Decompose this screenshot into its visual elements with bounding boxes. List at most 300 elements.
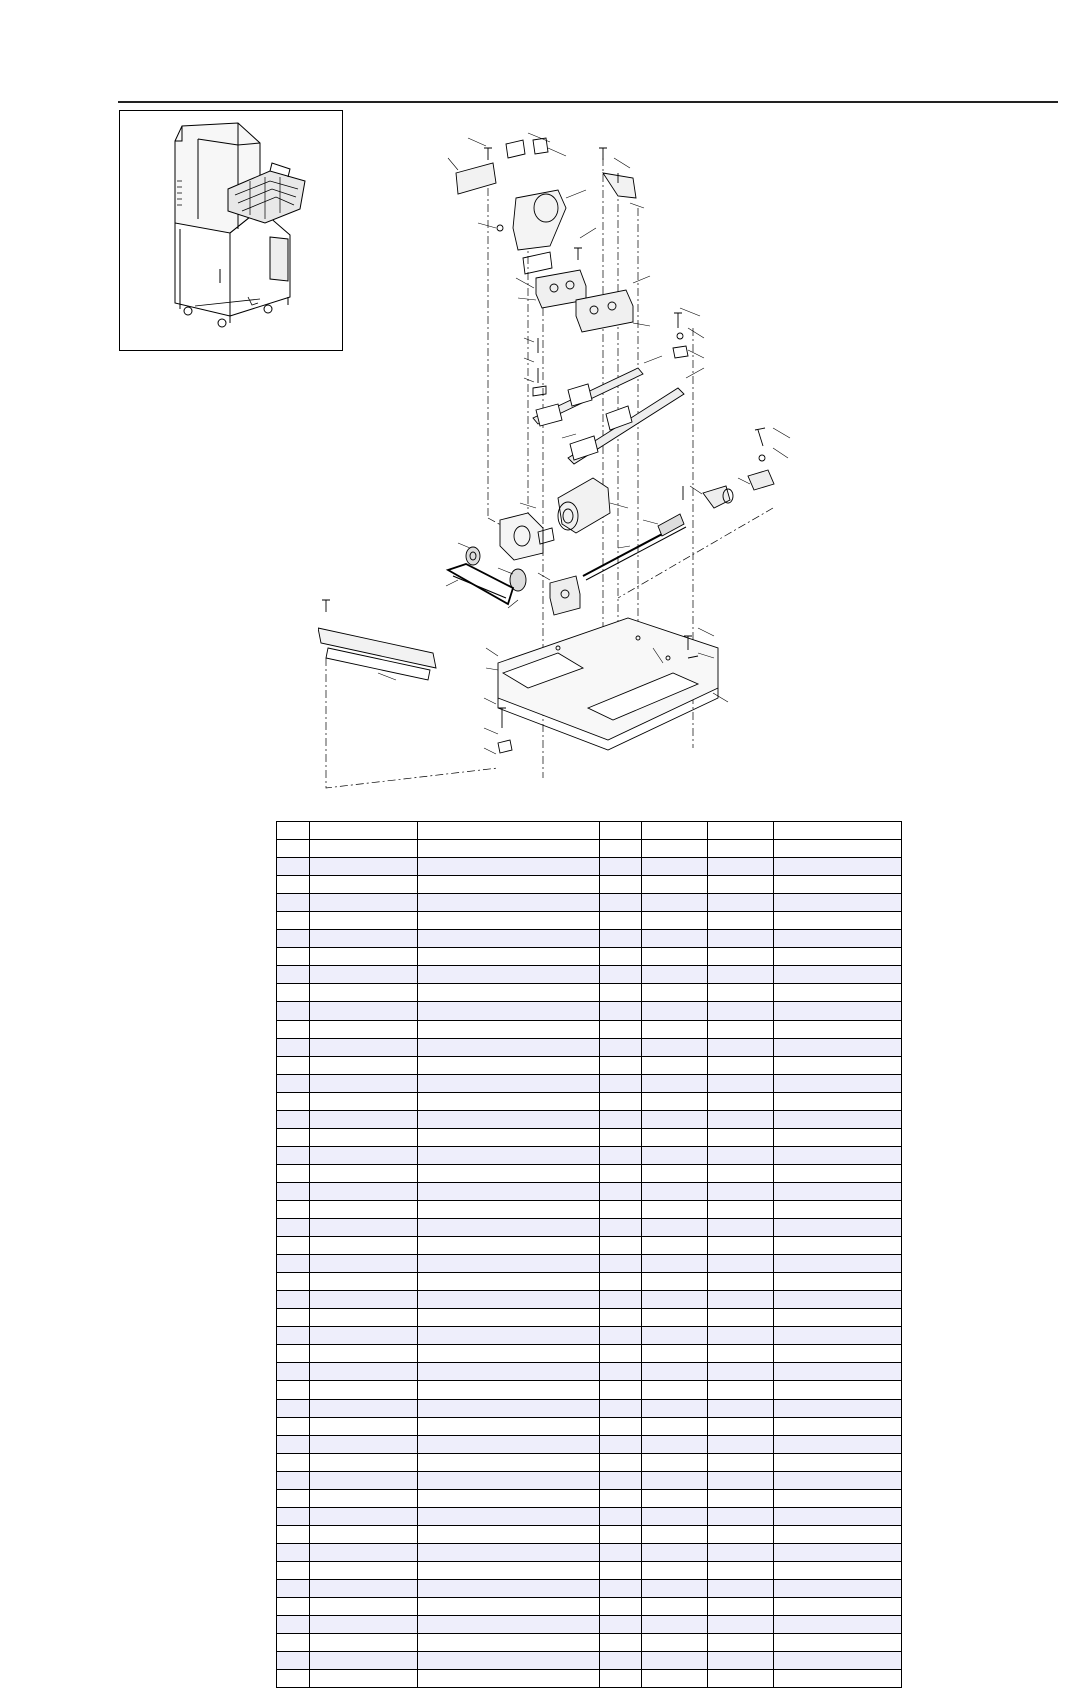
table-row [277,1038,902,1056]
table-cell [774,984,902,1002]
table-cell [310,1200,418,1218]
table-cell [708,984,774,1002]
table-cell [418,1598,600,1616]
table-cell [600,1598,642,1616]
table-cell [642,1579,708,1597]
table-cell [708,1417,774,1435]
table-cell [418,1309,600,1327]
table-cell [642,1507,708,1525]
table-cell [642,1020,708,1038]
table-cell [642,1616,708,1634]
table-cell [310,1363,418,1381]
table-cell [600,1345,642,1363]
table-cell [708,1182,774,1200]
table-cell [642,1670,708,1688]
table-cell [277,1507,310,1525]
table-cell [774,1616,902,1634]
table-cell [277,1146,310,1164]
table-cell [708,930,774,948]
table-cell [642,894,708,912]
table-cell [642,930,708,948]
table-cell [418,1525,600,1543]
table-cell [642,1273,708,1291]
table-cell [277,840,310,858]
table-cell [418,894,600,912]
table-cell [310,1110,418,1128]
table-cell [277,1002,310,1020]
table-cell [310,912,418,930]
table-cell [642,1182,708,1200]
table-cell [418,984,600,1002]
table-cell [418,1652,600,1670]
table-cell [310,1543,418,1561]
table-row [277,1200,902,1218]
table-cell [277,1345,310,1363]
table-cell [774,930,902,948]
table-cell [310,1561,418,1579]
table-cell [642,1561,708,1579]
table-cell [600,1164,642,1182]
table-cell [277,1128,310,1146]
table-cell [600,1056,642,1074]
table-cell [600,1309,642,1327]
table-cell [418,876,600,894]
table-cell [310,1417,418,1435]
table-cell [310,1074,418,1092]
table-cell [642,1345,708,1363]
table-cell [708,1652,774,1670]
machine-overview-icon [120,111,342,350]
table-cell [642,1363,708,1381]
table-cell [418,1273,600,1291]
table-cell [600,1525,642,1543]
table-cell [277,984,310,1002]
table-cell [708,1507,774,1525]
table-row [277,1561,902,1579]
table-cell [310,1182,418,1200]
table-cell [774,948,902,966]
table-header-cell [277,822,310,840]
table-cell [774,1128,902,1146]
table-cell [600,894,642,912]
table-cell [600,1561,642,1579]
table-cell [277,966,310,984]
table-cell [642,876,708,894]
table-cell [600,1417,642,1435]
table-cell [600,1634,642,1652]
table-cell [642,1038,708,1056]
table-cell [774,1092,902,1110]
table-row [277,1164,902,1182]
table-cell [708,1309,774,1327]
table-row [277,1237,902,1255]
table-cell [418,1237,600,1255]
table-cell [708,1543,774,1561]
table-row [277,1219,902,1237]
table-cell [708,1579,774,1597]
table-cell [774,1255,902,1273]
inset-overview-frame [119,110,343,351]
table-cell [708,966,774,984]
table-row [277,1291,902,1309]
table-cell [600,1128,642,1146]
table-cell [642,1200,708,1218]
table-row [277,1074,902,1092]
table-cell [310,1038,418,1056]
table-cell [642,1652,708,1670]
table-cell [774,1219,902,1237]
table-cell [418,1435,600,1453]
table-cell [600,948,642,966]
table-cell [310,948,418,966]
table-cell [310,1309,418,1327]
table-cell [600,984,642,1002]
table-cell [277,1092,310,1110]
table-cell [708,1598,774,1616]
table-row [277,1616,902,1634]
table-cell [642,966,708,984]
table-cell [708,1128,774,1146]
table-cell [600,840,642,858]
table-row [277,1471,902,1489]
table-cell [774,1507,902,1525]
table-cell [774,966,902,984]
table-cell [418,948,600,966]
table-cell [708,1471,774,1489]
table-cell [642,1634,708,1652]
table-row [277,1363,902,1381]
table-cell [418,1146,600,1164]
table-cell [418,1381,600,1399]
table-cell [774,894,902,912]
table-cell [642,1255,708,1273]
table-cell [310,1507,418,1525]
table-cell [600,1489,642,1507]
table-cell [418,1543,600,1561]
table-cell [310,1598,418,1616]
table-cell [708,1074,774,1092]
table-cell [708,1670,774,1688]
table-row [277,1020,902,1038]
table-cell [277,1453,310,1471]
table-cell [774,1002,902,1020]
table-cell [642,1291,708,1309]
table-cell [277,1291,310,1309]
table-cell [418,1038,600,1056]
table-cell [418,1074,600,1092]
table-cell [600,1579,642,1597]
table-row [277,1507,902,1525]
table-cell [774,1489,902,1507]
table-header-cell [774,822,902,840]
table-cell [418,1219,600,1237]
table-cell [418,1471,600,1489]
table-cell [642,1056,708,1074]
table-cell [774,1363,902,1381]
table-cell [774,1561,902,1579]
table-cell [600,1543,642,1561]
table-cell [310,1219,418,1237]
table-cell [277,912,310,930]
table-cell [774,1327,902,1345]
table-cell [642,984,708,1002]
table-cell [642,1128,708,1146]
table-cell [310,1525,418,1543]
table-cell [310,1056,418,1074]
table-cell [418,1453,600,1471]
table-row [277,1309,902,1327]
table-row [277,1002,902,1020]
table-cell [642,840,708,858]
table-cell [600,1399,642,1417]
table-row [277,1381,902,1399]
header-rule [118,101,1058,103]
table-cell [418,1002,600,1020]
table-cell [310,1291,418,1309]
table-cell [418,1634,600,1652]
table-row [277,930,902,948]
table-cell [600,912,642,930]
table-cell [310,1128,418,1146]
table-row [277,912,902,930]
table-row [277,1453,902,1471]
table-row [277,1092,902,1110]
table-cell [418,1164,600,1182]
table-cell [310,1453,418,1471]
table-cell [708,894,774,912]
table-cell [418,840,600,858]
table-cell [774,1579,902,1597]
table-cell [418,1182,600,1200]
table-cell [600,1652,642,1670]
table-cell [418,1056,600,1074]
table-cell [277,1020,310,1038]
table-header-cell [418,822,600,840]
table-cell [277,1399,310,1417]
table-cell [708,1363,774,1381]
table-cell [277,1471,310,1489]
table-cell [600,1092,642,1110]
table-cell [277,1237,310,1255]
table-cell [277,1381,310,1399]
table-cell [310,840,418,858]
table-cell [708,1219,774,1237]
table-cell [600,1291,642,1309]
table-cell [708,1020,774,1038]
table-cell [774,840,902,858]
table-cell [600,1381,642,1399]
table-cell [310,1652,418,1670]
table-cell [642,912,708,930]
table-cell [600,1200,642,1218]
table-cell [642,1237,708,1255]
table-cell [418,1579,600,1597]
table-row [277,1652,902,1670]
table-cell [642,1164,708,1182]
table-cell [310,966,418,984]
table-cell [600,876,642,894]
table-row [277,1182,902,1200]
table-cell [310,1471,418,1489]
table-cell [774,1435,902,1453]
table-cell [277,876,310,894]
table-cell [708,1002,774,1020]
exploded-assembly-icon [318,128,838,798]
table-cell [310,1345,418,1363]
table-cell [708,948,774,966]
table-cell [600,1020,642,1038]
table-cell [774,1074,902,1092]
table-row [277,1543,902,1561]
table-cell [600,1435,642,1453]
table-row [277,1525,902,1543]
table-cell [642,1309,708,1327]
table-cell [418,1327,600,1345]
table-cell [418,1363,600,1381]
table-cell [600,1616,642,1634]
table-cell [642,1489,708,1507]
table-cell [774,1038,902,1056]
table-cell [310,1616,418,1634]
table-cell [708,1399,774,1417]
table-cell [310,1381,418,1399]
table-cell [708,1237,774,1255]
table-cell [774,858,902,876]
table-cell [642,1525,708,1543]
table-cell [708,1453,774,1471]
table-row [277,948,902,966]
table-cell [774,1652,902,1670]
table-cell [418,1345,600,1363]
table-cell [774,1146,902,1164]
table-cell [418,930,600,948]
table-cell [774,1634,902,1652]
table-cell [774,1453,902,1471]
table-cell [642,948,708,966]
table-cell [277,1652,310,1670]
table-cell [277,1435,310,1453]
table-cell [418,1110,600,1128]
table-cell [600,1074,642,1092]
table-cell [774,1309,902,1327]
table-cell [277,1074,310,1092]
table-cell [642,1146,708,1164]
table-cell [642,858,708,876]
table-cell [277,1309,310,1327]
table-cell [418,1200,600,1218]
table-row [277,1670,902,1688]
table-cell [774,1670,902,1688]
table-cell [600,966,642,984]
table-cell [600,1507,642,1525]
table-cell [708,1381,774,1399]
table-cell [708,1164,774,1182]
table-cell [642,1074,708,1092]
table-cell [310,1164,418,1182]
table-cell [277,948,310,966]
table-cell [277,1489,310,1507]
table-cell [277,1543,310,1561]
table-cell [277,1273,310,1291]
table-cell [708,1056,774,1074]
table-cell [277,1182,310,1200]
table-cell [774,1056,902,1074]
table-cell [277,1670,310,1688]
table-row [277,1255,902,1273]
table-row [277,1417,902,1435]
table-cell [600,858,642,876]
table-cell [310,1092,418,1110]
table-row [277,1327,902,1345]
table-cell [277,1598,310,1616]
table-row [277,1146,902,1164]
table-header-cell [600,822,642,840]
table-cell [708,1038,774,1056]
table-cell [708,1255,774,1273]
table-cell [774,1399,902,1417]
table-cell [310,1146,418,1164]
table-cell [277,1164,310,1182]
table-cell [642,1435,708,1453]
table-cell [774,1543,902,1561]
table-row [277,1345,902,1363]
table-cell [600,930,642,948]
table-row [277,1489,902,1507]
table-cell [277,1327,310,1345]
table-row [277,1598,902,1616]
table-cell [600,1471,642,1489]
table-cell [774,912,902,930]
table-cell [642,1381,708,1399]
table-cell [708,1291,774,1309]
table-cell [642,1092,708,1110]
table-cell [774,1381,902,1399]
table-row [277,1399,902,1417]
table-cell [418,966,600,984]
table-cell [774,1525,902,1543]
table-cell [774,1200,902,1218]
table-row [277,1056,902,1074]
table-cell [310,876,418,894]
table-cell [600,1237,642,1255]
table-cell [642,1543,708,1561]
table-cell [600,1219,642,1237]
table-cell [642,1598,708,1616]
table-cell [708,1345,774,1363]
table-cell [418,858,600,876]
table-cell [708,840,774,858]
table-row [277,1273,902,1291]
table-cell [600,1453,642,1471]
table-cell [310,1634,418,1652]
table-cell [774,1237,902,1255]
table-cell [600,1146,642,1164]
table-cell [418,1489,600,1507]
table-row [277,1634,902,1652]
table-cell [774,1110,902,1128]
table-cell [418,1092,600,1110]
table-cell [310,1237,418,1255]
table-cell [310,1002,418,1020]
table-cell [310,1273,418,1291]
table-cell [774,1164,902,1182]
table-row [277,1110,902,1128]
table-row [277,984,902,1002]
table-header-cell [310,822,418,840]
table-cell [774,1345,902,1363]
table-cell [642,1471,708,1489]
table-cell [277,1255,310,1273]
